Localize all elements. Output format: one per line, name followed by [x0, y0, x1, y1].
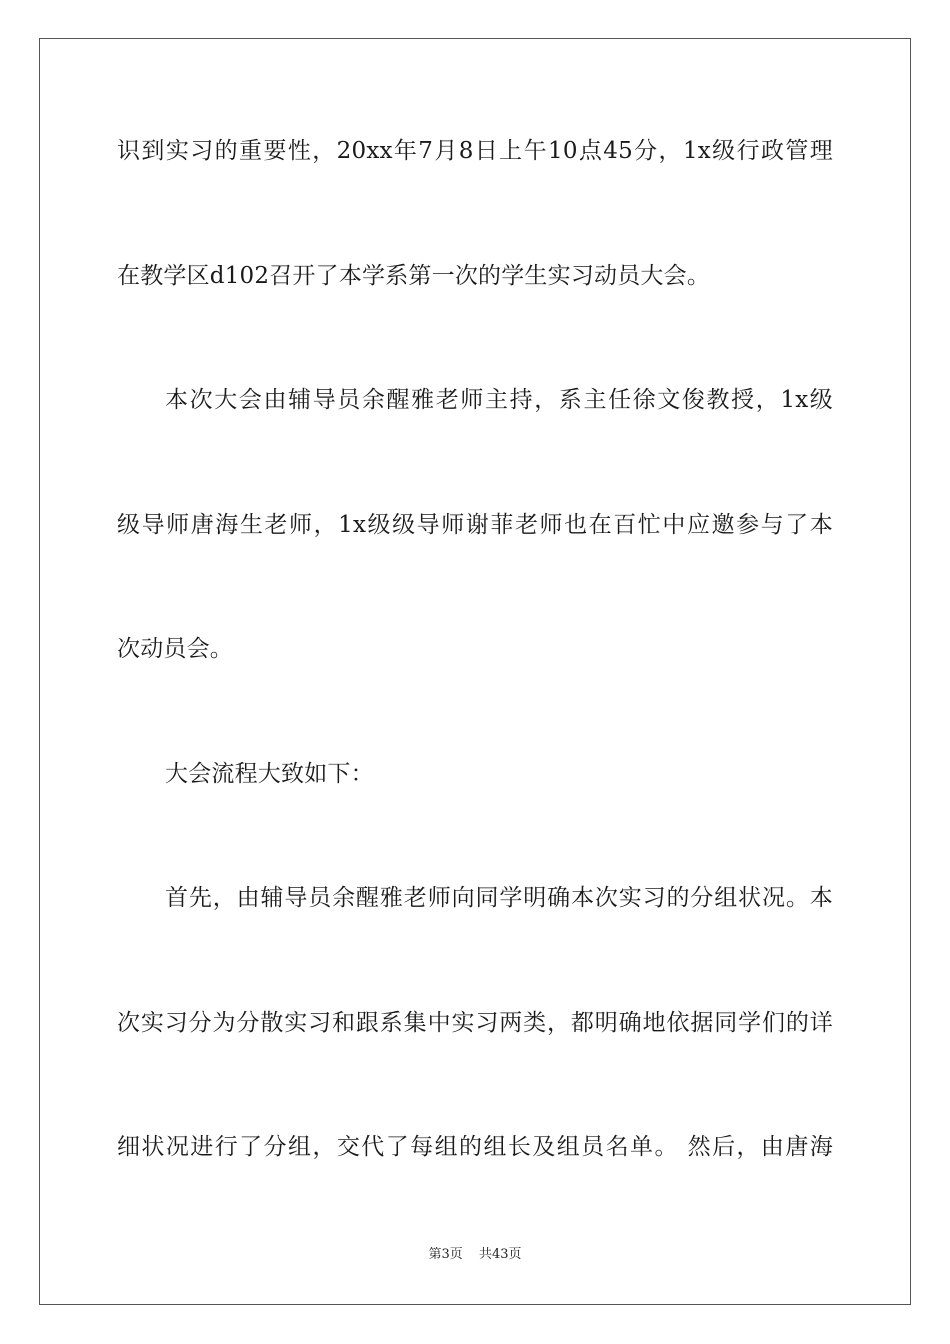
- total-pages: 共43页: [478, 1247, 522, 1262]
- paragraph-4-line-2: 次实习分为分散实习和跟系集中实习两类，都明确地依据同学们的详: [117, 1010, 833, 1036]
- paragraph-4-line-3: 细状况进行了分组，交代了每组的组长及组员名单。 然后，由唐海: [117, 1134, 833, 1160]
- paragraph-2-line-1: 本次大会由辅导员余醒雅老师主持，系主任徐文俊教授，1x级: [165, 387, 833, 413]
- page-footer: [0, 1246, 950, 1264]
- paragraph-3-line-1: 大会流程大致如下：: [165, 761, 374, 787]
- paragraph-2-line-2: 级导师唐海生老师，1x级级导师谢菲老师也在百忙中应邀参与了本: [117, 512, 833, 538]
- paragraph-2-line-3: 次动员会。: [117, 636, 233, 662]
- paragraph-1-line-2: 在教学区d102召开了本学系第一次的学生实习动员大会。: [117, 263, 711, 289]
- paragraph-1-line-1: 识到实习的重要性，20xx年7月8日上午10点45分，1x级行政管理: [117, 138, 833, 164]
- paragraph-4-line-1: 首先，由辅导员余醒雅老师向同学明确本次实习的分组状况。本: [165, 885, 833, 911]
- page-number: 第3页: [428, 1247, 463, 1262]
- page-border: [39, 38, 911, 1305]
